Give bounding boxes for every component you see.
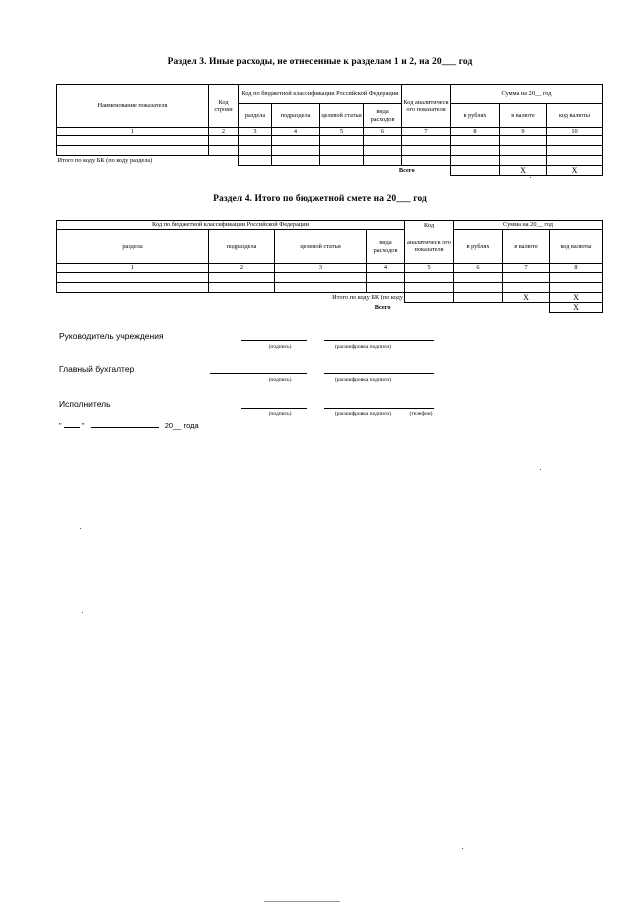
executor-label: Исполнитель: [59, 399, 111, 409]
header-row-code: Код строки: [209, 85, 239, 128]
scan-speck: [82, 612, 83, 613]
head-decoding-line[interactable]: [324, 340, 434, 341]
total-by-bk-row: [57, 156, 603, 166]
col-number: 5: [320, 128, 364, 136]
empty-cell[interactable]: [454, 273, 503, 283]
empty-cell[interactable]: [239, 146, 272, 156]
empty-cell[interactable]: [451, 156, 500, 166]
header-currency-code: код валюты: [550, 230, 603, 264]
header-target-article: целевой статьи: [320, 104, 364, 128]
x-mark: X: [547, 166, 603, 176]
empty-cell[interactable]: [503, 283, 550, 293]
section3-table: [56, 84, 603, 176]
table-row: [57, 136, 603, 146]
x-mark: X: [500, 166, 547, 176]
empty-cell[interactable]: [550, 283, 603, 293]
empty-cell[interactable]: [209, 273, 275, 283]
col-number: 4: [367, 264, 405, 273]
decoding-caption: (расшифровка подписи): [334, 344, 392, 350]
empty-cell[interactable]: [275, 283, 367, 293]
decoding-caption: (расшифровка подписи): [334, 411, 392, 417]
empty-cell[interactable]: [320, 156, 364, 166]
x-mark: X: [550, 293, 603, 303]
table-row: [57, 146, 603, 156]
empty-cell[interactable]: [320, 136, 364, 146]
total-row: [57, 303, 603, 313]
empty-cell[interactable]: [500, 156, 547, 166]
empty-cell[interactable]: [275, 273, 367, 283]
empty-cell[interactable]: [451, 146, 500, 156]
empty-cell[interactable]: [320, 146, 364, 156]
section4-table: [56, 220, 603, 313]
empty-cell[interactable]: [57, 136, 209, 146]
header-sum-for: Сумма на 20__ год: [454, 221, 603, 230]
col-number: 2: [209, 264, 275, 273]
table-row: [57, 283, 603, 293]
scan-edge-line: [264, 901, 340, 902]
header-sum-for: Сумма на 20__ год: [451, 85, 603, 104]
signature-caption: (подпись): [268, 411, 292, 417]
section4-title: Раздел 4. Итого по бюджетной смете на 20___ год: [213, 194, 427, 204]
table-row: [57, 273, 603, 283]
empty-cell[interactable]: [364, 146, 402, 156]
empty-cell[interactable]: [57, 146, 209, 156]
x-mark: X: [550, 303, 603, 313]
scan-speck: [80, 528, 81, 529]
empty-cell[interactable]: [500, 136, 547, 146]
col-number: 10: [547, 128, 603, 136]
signature-caption: (подпись): [268, 344, 292, 350]
empty-cell[interactable]: [405, 283, 454, 293]
header-in-currency: в валюте: [503, 230, 550, 264]
header-analytic-code: аналитическ ого показателя: [405, 230, 454, 264]
empty-cell[interactable]: [503, 273, 550, 283]
header-currency-code: код валюты: [547, 104, 603, 128]
total-by-bk-label: Итого по коду БК (по коду раздела): [57, 157, 153, 165]
total-label: Всего: [374, 304, 391, 312]
scan-speck: [540, 469, 541, 470]
empty-cell[interactable]: [547, 146, 603, 156]
header-analytic-code: Код аналитическ ого показателя: [402, 85, 451, 128]
year-suffix: года: [183, 421, 199, 430]
empty-cell[interactable]: [239, 136, 272, 146]
empty-cell[interactable]: [405, 273, 454, 283]
empty-cell[interactable]: [547, 136, 603, 146]
total-by-bk-label: Итого по коду БК (по коду: [332, 294, 403, 302]
empty-cell[interactable]: [272, 156, 320, 166]
empty-cell[interactable]: [57, 273, 209, 283]
month-field[interactable]: [91, 427, 159, 428]
accountant-decoding-line[interactable]: [324, 373, 434, 374]
accountant-signature-line[interactable]: [210, 373, 307, 374]
x-mark: X: [503, 293, 550, 303]
header-in-rubles: в рублях: [451, 104, 500, 128]
header-in-rubles: в рублях: [454, 230, 503, 264]
accountant-label: Главный бухгалтер: [59, 364, 135, 374]
section3-title: Раздел 3. Иные расходы, не отнесенные к разделам 1 и 2, на 20___ год: [167, 57, 473, 67]
total-by-bk-row: [57, 293, 603, 303]
empty-cell[interactable]: [402, 156, 451, 166]
empty-cell[interactable]: [367, 273, 405, 283]
empty-cell[interactable]: [454, 283, 503, 293]
total-label: Всего: [398, 167, 415, 175]
empty-cell[interactable]: [550, 273, 603, 283]
empty-cell[interactable]: [364, 136, 402, 146]
empty-cell[interactable]: [547, 156, 603, 166]
executor-signature-line[interactable]: [241, 408, 307, 409]
header-analytic-code-top: Код: [405, 221, 454, 230]
header-expense-type: вида расходов: [364, 104, 402, 128]
col-number: 9: [500, 128, 547, 136]
quote-open: ": [59, 421, 62, 430]
header-subsection: подраздела: [209, 230, 275, 264]
empty-cell[interactable]: [239, 156, 272, 166]
header-target-article: целевой статьи: [275, 230, 367, 264]
col-number: 1: [57, 128, 209, 136]
col-number: 6: [454, 264, 503, 273]
empty-cell[interactable]: [402, 136, 451, 146]
col-number: 4: [272, 128, 320, 136]
header-section: раздела: [239, 104, 272, 128]
empty-cell[interactable]: [500, 146, 547, 156]
scan-speck: [462, 848, 463, 849]
signature-caption: (подпись): [268, 377, 292, 383]
day-field[interactable]: [64, 427, 80, 428]
empty-cell[interactable]: [57, 283, 209, 293]
total-row: [57, 166, 603, 176]
header-subsection: подраздела: [272, 104, 320, 128]
phone-caption: (телефон): [409, 411, 433, 417]
date-line: [59, 421, 199, 430]
empty-cell[interactable]: [451, 136, 500, 146]
header-in-currency: в валюте: [500, 104, 547, 128]
col-number: 8: [550, 264, 603, 273]
col-number: 3: [275, 264, 367, 273]
head-signature-line[interactable]: [241, 340, 307, 341]
col-number: 8: [451, 128, 500, 136]
executor-decoding-line[interactable]: [324, 408, 434, 409]
empty-cell[interactable]: [272, 136, 320, 146]
empty-cell[interactable]: [405, 293, 454, 303]
col-number: 2: [209, 128, 239, 136]
empty-cell[interactable]: [454, 293, 503, 303]
header-section: раздела: [57, 230, 209, 264]
empty-cell[interactable]: [209, 136, 239, 146]
col-number: 7: [402, 128, 451, 136]
empty-cell[interactable]: [402, 146, 451, 156]
empty-cell[interactable]: [367, 283, 405, 293]
scan-speck: [530, 177, 531, 178]
header-bk-code: Код по бюджетной классификации Российской Федерации: [57, 221, 405, 230]
col-number: 5: [405, 264, 454, 273]
year-label: 20__: [164, 421, 182, 430]
total-rubles-cell[interactable]: [451, 166, 500, 176]
empty-cell[interactable]: [364, 156, 402, 166]
head-label: Руководитель учреждения: [59, 331, 164, 341]
col-number: 1: [57, 264, 209, 273]
col-number: 3: [239, 128, 272, 136]
quote-close: ": [81, 421, 85, 430]
header-expense-type: вида расходов: [367, 230, 405, 264]
header-bk-code: Код по бюджетной классификации Российской Федерации: [239, 85, 402, 104]
decoding-caption: (расшифровка подписи): [334, 377, 392, 383]
col-number: 6: [364, 128, 402, 136]
empty-cell[interactable]: [272, 146, 320, 156]
empty-cell[interactable]: [209, 283, 275, 293]
empty-cell[interactable]: [209, 146, 239, 156]
col-number: 7: [503, 264, 550, 273]
header-indicator-name: Наименование показателя: [57, 85, 209, 128]
